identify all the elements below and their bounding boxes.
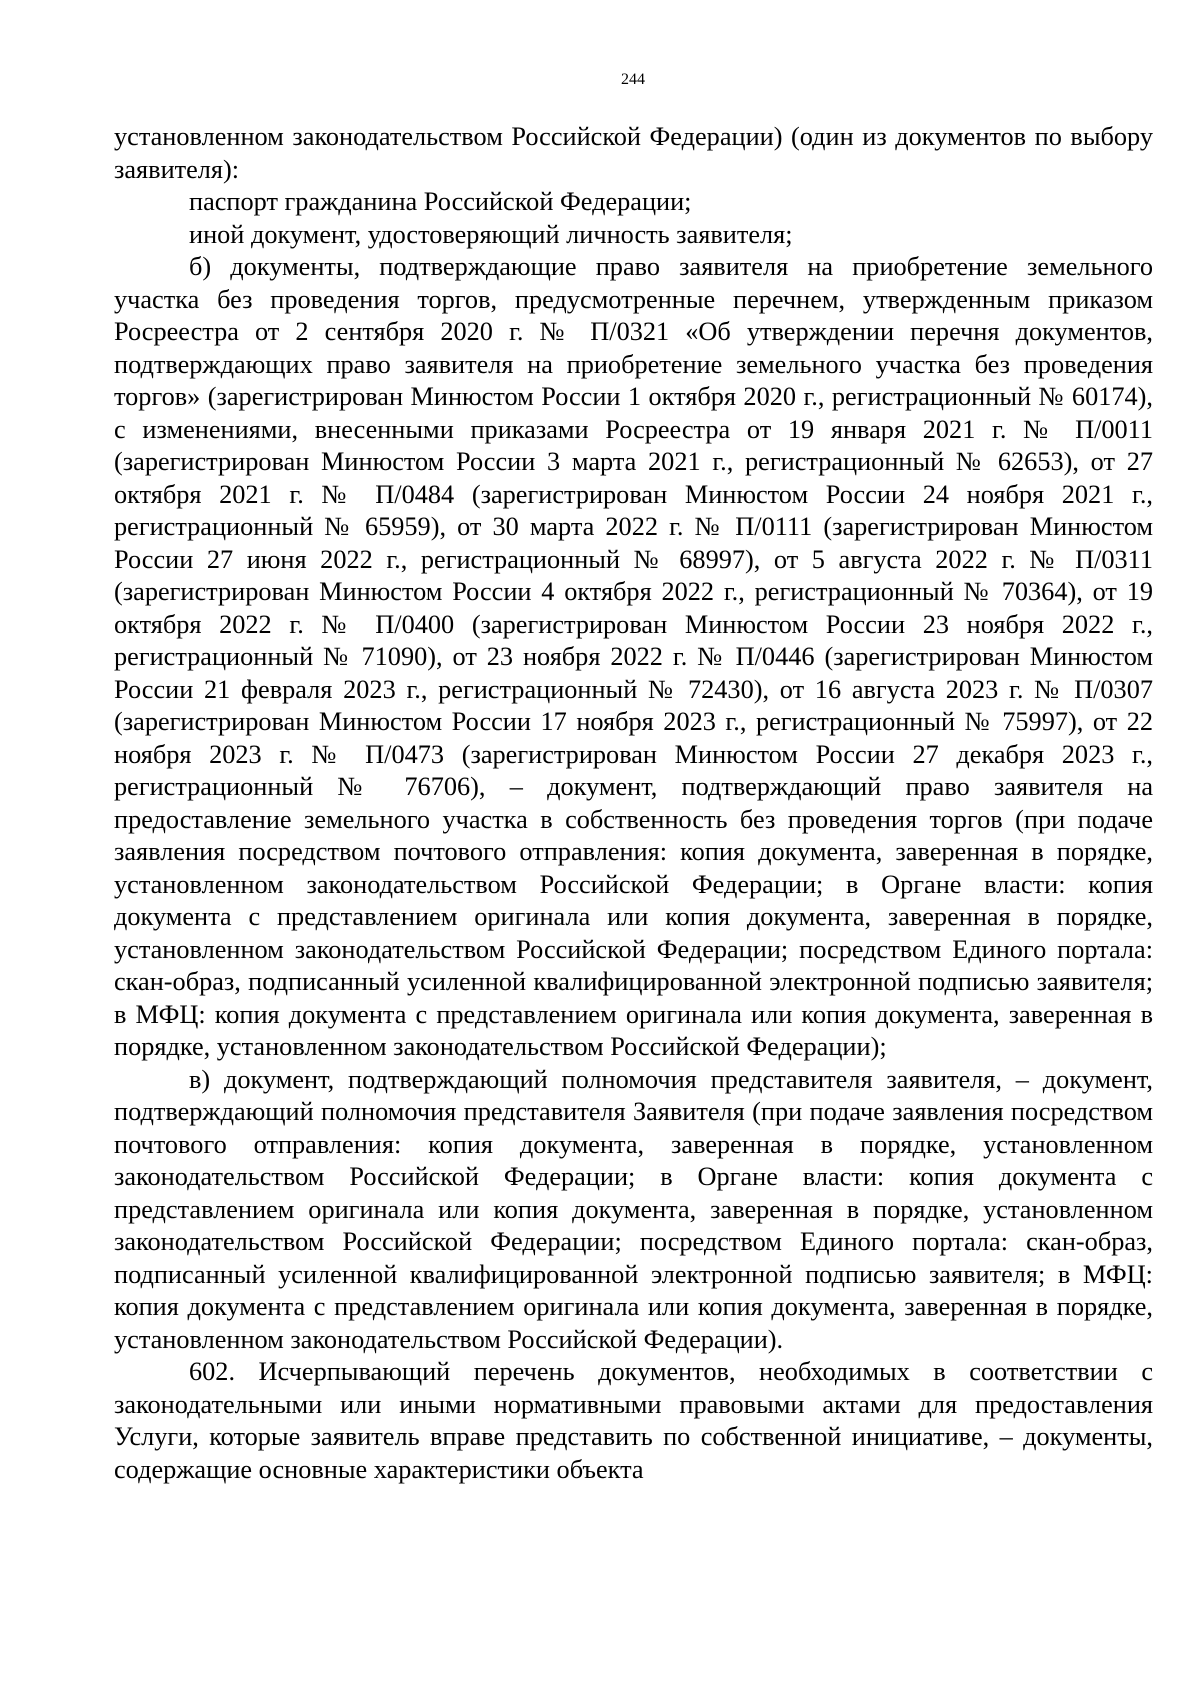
paragraph-continuation: установленном законодательством Российской Федерации) (один из документов по выбору заявителя):	[114, 122, 1153, 184]
document-body	[114, 121, 1153, 1486]
paragraph-other-id: иной документ, удостоверяющий личность заявителя;	[189, 219, 793, 249]
paragraph-v-representative: в) документ, подтверждающий полномочия представителя заявителя, – документ, подтверждающий полномочия представителя Заявителя (при подаче заявления посредством почтового отправления: копия документа, заверенная в порядке, установленном законодательством Российской Федерации; в Органе власти: копия документа с представлением оригинала или копия документа, заверенная в порядке, установленном законодательством Российской Федерации; посредством Единого портала: скан-образ, подписанный усиленной квалифицированной электронной подписью заявителя; в МФЦ: копия документа с представлением оригинала или копия документа, заверенная в порядке, установленном законодательством Российской Федерации).	[114, 1064, 1153, 1354]
paragraph-b-land-rights: б) документы, подтверждающие право заявителя на приобретение земельного участка без проведения торгов, предусмотренные перечнем, утвержденным приказом Росреестра от 2 сентября 2020 г. № П/0321 «Об утверждении перечня документов, подтверждающих право заявителя на приобретение земельного участка без проведения торгов» (зарегистрирован Минюстом России 1 октября 2020 г., регистрационный № 60174), с изменениями, внесенными приказами Росреестра от 19 января 2021 г. № П/0011 (зарегистрирован Минюстом России 3 марта 2021 г., регистрационный № 62653), от 27 октября 2021 г. № П/0484 (зарегистрирован Минюстом России 24 ноября 2021 г., регистрационный № 65959), от 30 марта 2022 г. № П/0111 (зарегистрирован Минюстом России 27 июня 2022 г., регистрационный № 68997), от 5 августа 2022 г. № П/0311 (зарегистрирован Минюстом России 4 октября 2022 г., регистрационный № 70364), от 19 октября 2022 г. № П/0400 (зарегистрирован Минюстом России 23 ноября 2022 г., регистрационный № 71090), от 23 ноября 2022 г. № П/0446 (зарегистрирован Минюстом России 21 февраля 2023 г., регистрационный № 72430), от 16 августа 2023 г. № П/0307 (зарегистрирован Минюстом России 17 ноября 2023 г., регистрационный № 75997), от 22 ноября 2023 г. № П/0473 (зарегистрирован Минюстом России 27 декабря 2023 г., регистрационный № 76706), – документ, подтверждающий право заявителя на предоставление земельного участка в собственность без проведения торгов (при подаче заявления посредством почтового отправления: копия документа, заверенная в порядке, установленном законодательством Российской Федерации; в Органе власти: копия документа с представлением оригинала или копия документа, заверенная в порядке, установленном законодательством Российской Федерации; посредством Единого портала: скан-образ, подписанный усиленной квалифицированной электронной подписью заявителя; в МФЦ: копия документа с представлением оригинала или копия документа, заверенная в порядке, установленном законодательством Российской Федерации);	[114, 252, 1153, 1061]
paragraph-602: 602. Исчерпывающий перечень документов, необходимых в соответствии с законодательными или иными нормативными правовыми актами для предоставления Услуги, которые заявитель вправе представить по собственной инициативе, – документы, содержащие основные характеристики объекта	[114, 1357, 1153, 1484]
page-number: 244	[621, 71, 645, 88]
paragraph-passport: паспорт гражданина Российской Федерации;	[189, 187, 692, 216]
